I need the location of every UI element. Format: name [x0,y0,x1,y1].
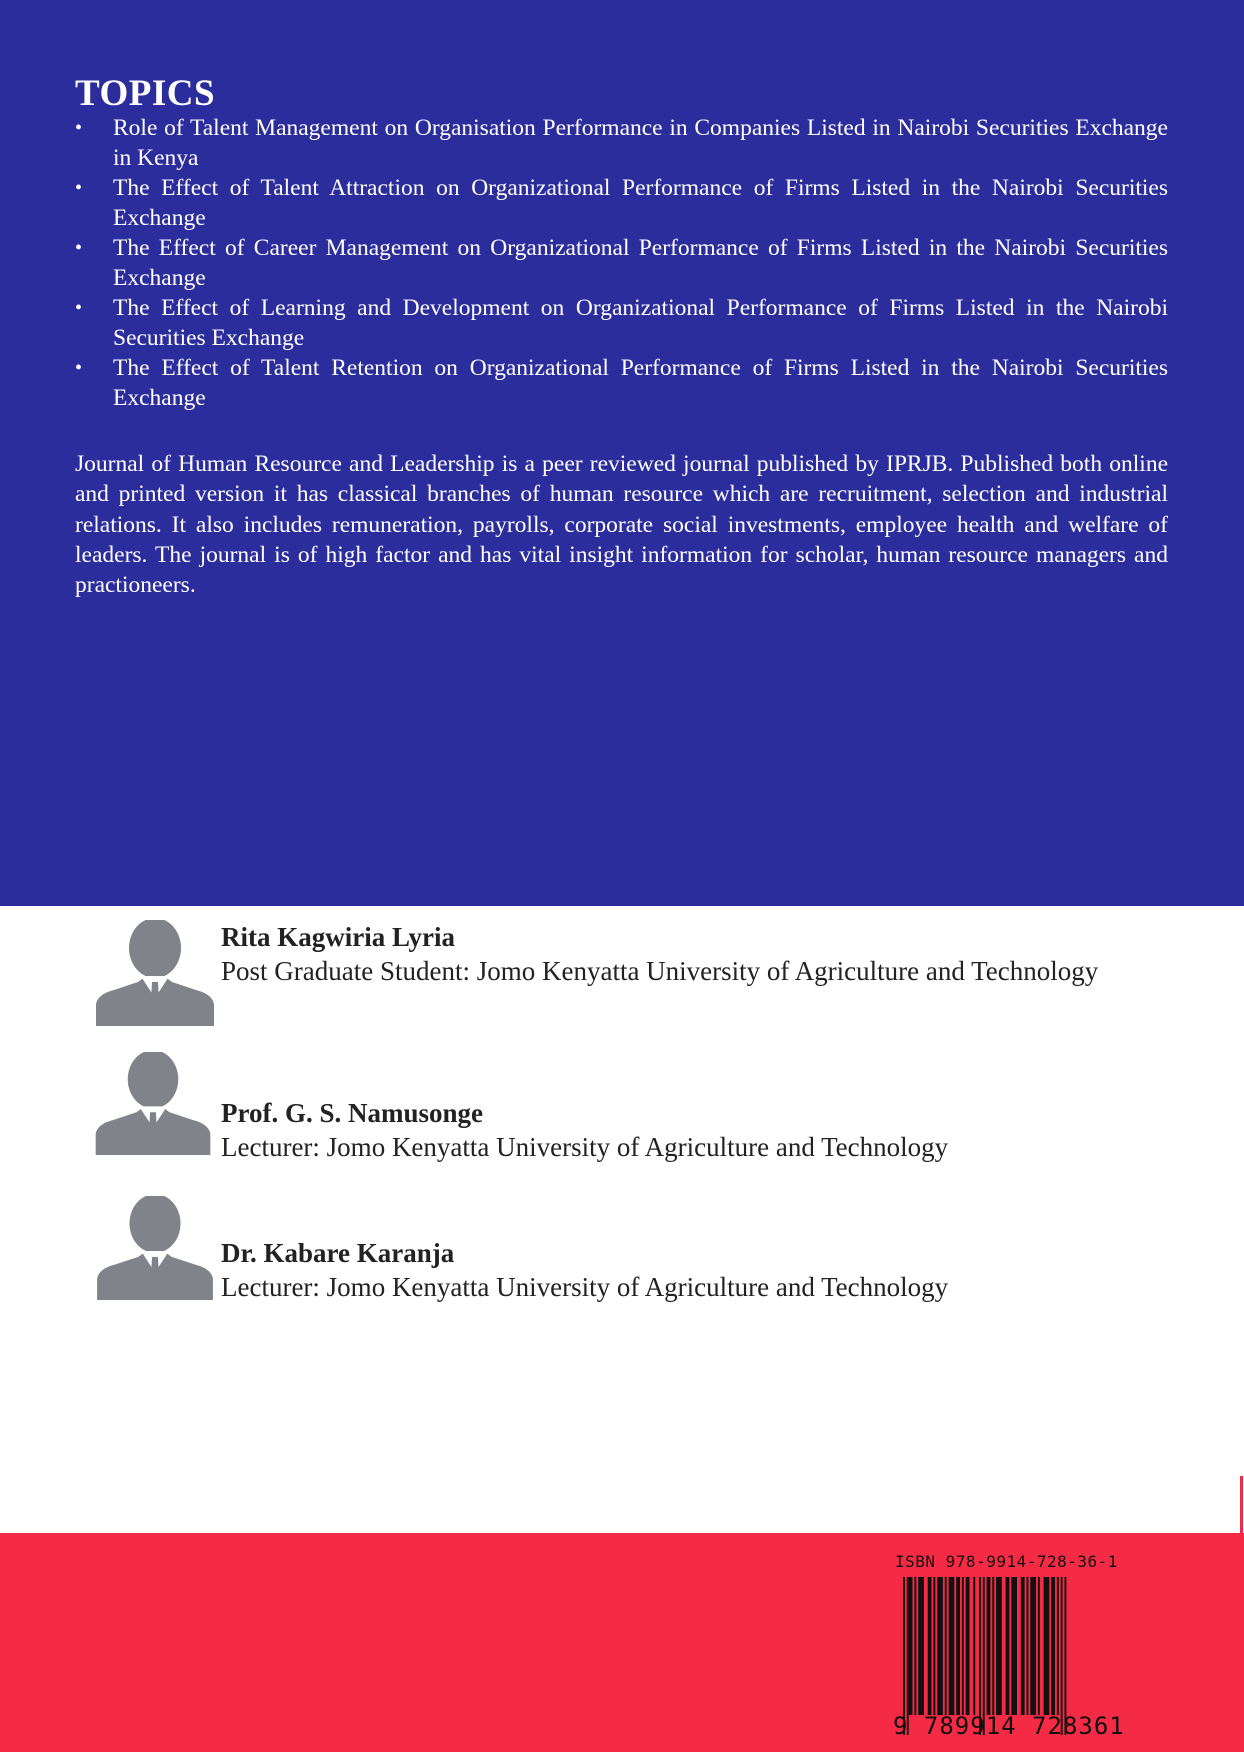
bullet-icon: • [75,237,83,259]
topic-text: The Effect of Talent Attraction on Organizational Performance of Firms Listed in the Nairobi Securities Exchange [113,175,1168,231]
spine-edge-mark [1240,1476,1243,1534]
barcode-bar [909,1577,913,1715]
barcode-bar [996,1577,1002,1715]
barcode-bar [1021,1577,1025,1715]
barcode-digits: 9 789914 728361 [893,1712,1125,1740]
author-role: Post Graduate Student: Jomo Kenyatta University of Agriculture and Technology [221,956,1099,986]
person-silhouette-icon [96,1196,214,1300]
topic-item [75,233,1168,293]
barcode-bar [992,1577,994,1715]
journal-description: Journal of Human Resource and Leadership is a peer reviewed journal published by IPRJB. Published both online and printed version it has classical branches of human resource which are recruitment, selection and industrial relations. It also includes remuneration, payrolls, corporate social investments, employee health and welfare of leaders. The journal is of high factor and has vital insight information for scholar, human resource managers and practioneers. [75,451,1168,599]
topic-item [75,173,1168,233]
barcode-bar [973,1577,975,1715]
barcode-bar [933,1577,935,1715]
bullet-icon: • [75,117,83,139]
bullet-icon: • [75,357,83,379]
barcode-bar [937,1577,943,1715]
bullet-icon: • [75,297,83,319]
barcode-bar [966,1577,970,1715]
barcode-bar [962,1577,964,1715]
author-role: Lecturer: Jomo Kenyatta University of Agriculture and Technology [221,1272,949,1302]
barcode-bar [1011,1577,1017,1715]
author-name: Rita Kagwiria Lyria [221,922,455,952]
barcode-bar [914,1577,916,1715]
topic-text: The Effect of Talent Retention on Organizational Performance of Firms Listed in the Nairobi Securities Exchange [113,355,1168,411]
topics-list [75,113,1168,413]
topics-heading: TOPICS [75,73,216,114]
person-silhouette-icon [96,920,214,1026]
barcode-bar [918,1577,924,1715]
barcode-bar [1057,1577,1059,1715]
barcode-bar [1027,1577,1029,1715]
author-name: Dr. Kabare Karanja [221,1238,455,1268]
barcode-bar [1044,1577,1050,1715]
person-silhouette-icon [94,1052,212,1155]
barcode-bar [945,1577,947,1715]
isbn-label: ISBN 978-9914-728-36-1 [895,1552,1118,1571]
barcode-bar [1038,1577,1040,1715]
topic-item [75,353,1168,413]
author-role: Lecturer: Jomo Kenyatta University of Agriculture and Technology [221,1132,949,1162]
barcode-bar [1006,1577,1010,1715]
barcode-bar [949,1577,955,1715]
author-name: Prof. G. S. Namusonge [221,1098,484,1128]
bullet-icon: • [75,177,83,199]
topic-text: The Effect of Career Management on Organizational Performance of Firms Listed in the Nairobi Securities Exchange [113,235,1168,291]
topic-text: Role of Talent Management on Organisation Performance in Companies Listed in Nairobi Securities Exchange in Kenya [113,115,1168,171]
topic-item [75,113,1168,173]
barcode-bar [1030,1577,1036,1715]
barcode-bar [987,1577,991,1715]
topic-text: The Effect of Learning and Development on Organizational Performance of Firms Listed in the Nairobi Securities Exchange [113,295,1168,351]
barcode-bar [956,1577,960,1715]
barcode-bar [928,1577,932,1715]
barcode-bar [1051,1577,1055,1715]
topic-item [75,293,1168,353]
